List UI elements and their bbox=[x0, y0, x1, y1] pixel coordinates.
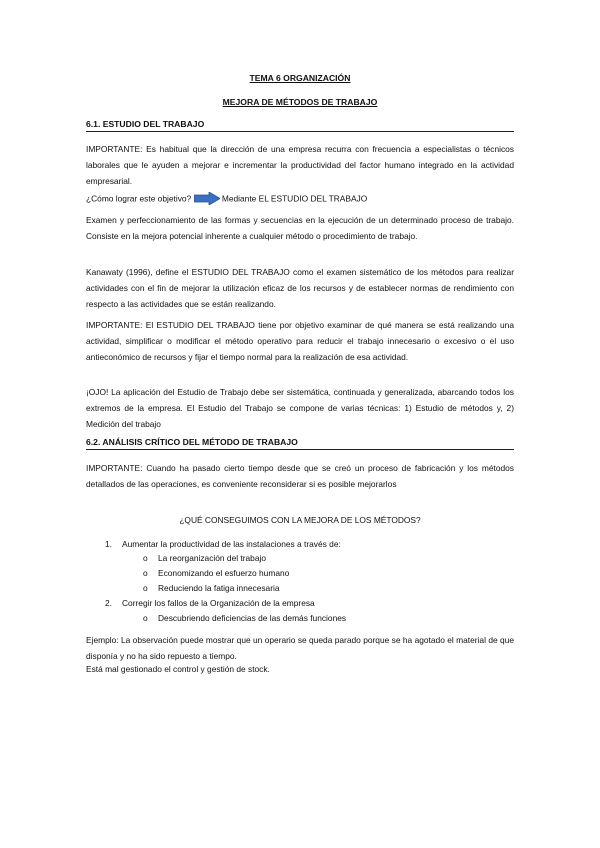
paragraph-example: Ejemplo: La observación puede mostrar que un operario se queda parado porque se ha agotado el material de que disponía y no ha sido repuesto a tiempo. bbox=[86, 635, 514, 661]
sub-item-2-1: Descubriendo deficiencias de las demás funciones bbox=[158, 613, 347, 623]
list-item-1-number: 1. bbox=[105, 539, 112, 549]
sub-item-1-2: Economizando el esfuerzo humano bbox=[158, 568, 290, 578]
bullet-marker: o bbox=[143, 568, 148, 578]
paragraph-kanawaty: Kanawaty (1996), define el ESTUDIO DEL TRABAJO como el examen sistemático de los métodos para realizar actividades con el fin de mejorar la utilización eficaz de los recursos y de establecer normas de rendimiento con respecto a las actividades que se están realizando. bbox=[86, 267, 514, 309]
sub-item-1-1: La reorganización del trabajo bbox=[158, 553, 267, 563]
question-text: ¿Cómo lograr este objetivo? bbox=[86, 193, 192, 204]
paragraph-importante-2: IMPORTANTE: El ESTUDIO DEL TRABAJO tiene por objetivo examinar de qué manera se está realizando una actividad, simplificar o modificar el método operativo para reducir el trabajo innecesario o excesivo o el uso antieconómico de recursos y fijar el tiempo normal para la realización de esa actividad. bbox=[86, 320, 514, 362]
list-item-2: Corregir los fallos de la Organización de la empresa bbox=[122, 598, 315, 608]
list-item-1: Aumentar la productividad de las instalaciones a través de: bbox=[122, 539, 341, 549]
paragraph-importante-1: IMPORTANTE: Es habitual que la dirección de una empresa recurra con frecuencia a especialistas o técnicos laborales que le ayuden a mejorar e incrementar la productividad del factor humano integrado en la actividad empresarial. bbox=[86, 144, 514, 186]
paragraph-conclusion: Está mal gestionado el control y gestión de stock. bbox=[86, 664, 270, 674]
document-subtitle: MEJORA DE MÉTODOS DE TRABAJO bbox=[222, 97, 378, 107]
arrow-right-icon bbox=[194, 192, 220, 207]
paragraph-ojo: ¡OJO! La aplicación del Estudio de Trabajo debe ser sistemática, continuada y generalizada, abarcando todos los extremos de la empresa. El Estudio del Trabajo se compone de varias técnicas: 1) Estudio de métodos y, 2) Medición del trabajo bbox=[86, 387, 514, 429]
sub-item-1-3: Reduciendo la fatiga innecesaria bbox=[158, 583, 280, 593]
section-heading-1: 6.1. ESTUDIO DEL TRABAJO bbox=[86, 119, 514, 132]
bullet-marker: o bbox=[143, 583, 148, 593]
question-heading: ¿QUÉ CONSEGUIMOS CON LA MEJORA DE LOS MÉTODOS? bbox=[179, 515, 421, 525]
list-item-2-number: 2. bbox=[105, 598, 112, 608]
paragraph-importante-3: IMPORTANTE: Cuando ha pasado cierto tiempo desde que se creó un proceso de fabricación y los métodos detallados de las operaciones, es conveniente reconsiderar si es posible mejorarlos bbox=[86, 463, 514, 489]
document-title: TEMA 6 ORGANIZACIÓN bbox=[249, 73, 351, 83]
section-heading-2: 6.2. ANÁLISIS CRÍTICO DEL MÉTODO DE TRABAJO bbox=[86, 437, 514, 450]
bullet-marker: o bbox=[143, 553, 148, 563]
answer-text: Mediante EL ESTUDIO DEL TRABAJO bbox=[221, 193, 368, 204]
question-line bbox=[86, 192, 367, 207]
bullet-marker: o bbox=[143, 613, 148, 623]
paragraph-definition: Examen y perfeccionamiento de las formas y secuencias en la ejecución de un determinado proceso de trabajo. Consiste en la mejora potencial inherente a cualquier método o procedimiento de trabajo. bbox=[86, 215, 514, 241]
